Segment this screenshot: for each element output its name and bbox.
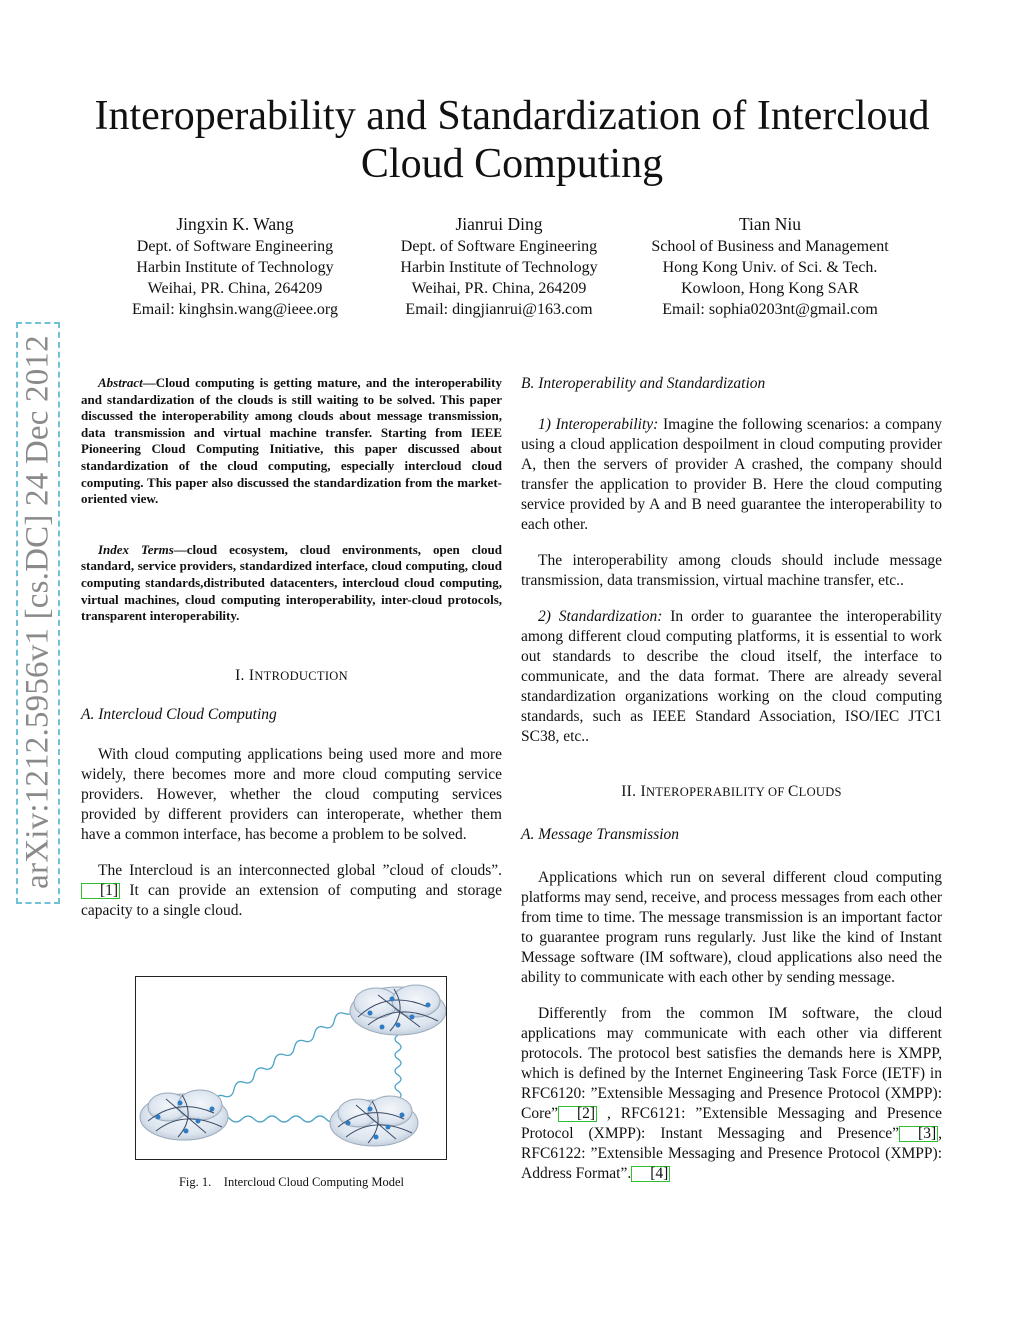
subsection-heading: A. Message Transmission — [521, 826, 680, 843]
citation-link[interactable]: [2] — [558, 1106, 597, 1122]
author-block-3 — [630, 212, 910, 320]
author-dept: School of Business and Management — [651, 238, 889, 255]
citation-link[interactable]: [1] — [81, 883, 120, 899]
author-dept: Dept. of Software Engineering — [136, 238, 334, 255]
cloud-node — [330, 1096, 418, 1146]
intercloud-diagram — [136, 977, 446, 1159]
link-wave — [202, 1006, 367, 1103]
author-email[interactable]: Email: kinghsin.wang@ieee.org — [132, 301, 338, 318]
author-location: Kowloon, Hong Kong SAR — [681, 280, 859, 297]
author-name: Tian Niu — [738, 214, 802, 234]
paragraph: The Intercloud is an interconnected global ”cloud of clouds”.[1] It can provide an extension of computing and storage capacity to a single cloud. — [81, 861, 502, 919]
subsection-heading: B. Interoperability and Standardization — [521, 375, 766, 392]
author-email[interactable]: Email: sophia0203nt@gmail.com — [662, 301, 878, 318]
cloud-node — [140, 1090, 228, 1140]
arxiv-id[interactable]: arXiv:1212.5956v1 [cs.DC] 24 Dec 2012 — [19, 335, 56, 889]
subsection-heading: A. Intercloud Cloud Computing — [81, 705, 277, 723]
index-terms-label: Index Terms — [98, 541, 174, 557]
abstract-label: Abstract — [98, 375, 143, 390]
paragraph: 2) Standardization: In order to guarantee the interoperability among different cloud computing platforms, it is essential to work out standards to describe the cloud itself, the interface to communicate, and the data format. There are already several standardization organizations working on the cloud computing standards, such as IEEE Standard Association, ISO/IEC JTC1 SC38, etc.. — [521, 608, 942, 745]
author-institution: Harbin Institute of Technology — [136, 259, 334, 276]
paragraph: With cloud computing applications being used more and more widely, there becomes more and more cloud computing service providers. However, whether the cloud computing services provided by different providers can interoperate, whether them have a common interface, has become a problem to be solved. — [81, 745, 502, 843]
author-block-2 — [373, 212, 625, 320]
right-column — [521, 375, 942, 1184]
cloud-node — [350, 985, 446, 1035]
figure-caption — [81, 1175, 502, 1190]
paragraph: Differently from the common IM software, the cloud applications may communicate with each other via different protocols. The protocol best satisfies the demands here is XMPP, which is defined by the Internet Engineering Task Force (IETF) in RFC6120: ”Extensible Messaging and Presence Protocol (XMPP): Core” [2] , RFC6121: ”Extensible Messaging and Presence Protocol (XMPP): Instant Messaging and Presence” [3] , RFC6122: ”Extensible Messaging and Presence Protocol (XMPP): Address Format”. [4] — [521, 1005, 942, 1182]
paper-title: Interoperability and Standardization of Intercloud Cloud Computing — [94, 93, 930, 187]
paragraph: Applications which run on several different cloud computing platforms may send, receive, and process messages from each other from time to time. The message transmission is an important factor to guarantee program runs regularly. Just like the kind of Instant Message software (IM software), cloud applications also need the ability to communicate with each other by sending message. — [521, 869, 942, 986]
link-wave — [395, 1035, 401, 1099]
author-name: Jianrui Ding — [455, 214, 543, 234]
figure-intercloud-model — [135, 976, 447, 1160]
figure-label: Fig. 1. — [178, 1175, 212, 1189]
citation-link[interactable]: [4] — [631, 1166, 670, 1182]
author-block-1 — [115, 212, 355, 320]
section-heading-introduction: I. INTRODUCTION — [235, 666, 348, 684]
author-name: Jingxin K. Wang — [176, 214, 294, 234]
section-heading-interoperability: II. INTEROPERABILITY OF CLOUDS — [621, 783, 842, 800]
author-email[interactable]: Email: dingjianrui@163.com — [405, 301, 593, 318]
author-location: Weihai, PR. China, 264209 — [411, 280, 587, 297]
author-institution: Hong Kong Univ. of Sci. & Tech. — [662, 259, 878, 276]
index-terms — [81, 542, 502, 625]
paragraph-heading: 1) Interoperability: — [538, 416, 659, 433]
citation-link[interactable]: [3] — [899, 1126, 938, 1142]
paragraph: The interoperability among clouds should include message transmission, data transmission, virtual machine transfer, etc.. — [521, 552, 942, 589]
index-terms-text: —cloud ecosystem, cloud environments, open cloud standard, service providers, standardized interface, cloud computing, cloud computing standards,distributed datacenters, intercloud cloud computing, virtual machines, cloud computing interoperability, inter-cloud protocols, transparent interoperability. — [81, 541, 502, 624]
figure-caption-text: Intercloud Cloud Computing Model — [223, 1175, 404, 1189]
paragraph-heading: 2) Standardization: — [538, 608, 663, 625]
left-column — [81, 375, 502, 921]
abstract-text: —Cloud computing is getting mature, and the interoperability and standardization of the clouds is still waiting to be solved. This paper discussed the interoperability among clouds about message transmission, data transmission and virtual machine transfer. Starting from IEEE Pioneering Cloud Computing Initiative, this paper discussed about standardization of the cloud computing, especially intercloud cloud computing. This paper also discussed the standardization from the market-oriented view. — [81, 375, 502, 507]
author-dept: Dept. of Software Engineering — [400, 238, 598, 255]
paragraph: 1) Interoperability: Imagine the following scenarios: a company using a cloud application despoilment in cloud computing provider A, then the servers of provider A crashed, the company should transfer the application to provider B. Here the cloud computing service provided by A and B need guarantee the interoperability to each other. — [521, 416, 942, 533]
author-location: Weihai, PR. China, 264209 — [147, 280, 323, 297]
abstract — [81, 375, 502, 508]
author-institution: Harbin Institute of Technology — [400, 259, 598, 276]
